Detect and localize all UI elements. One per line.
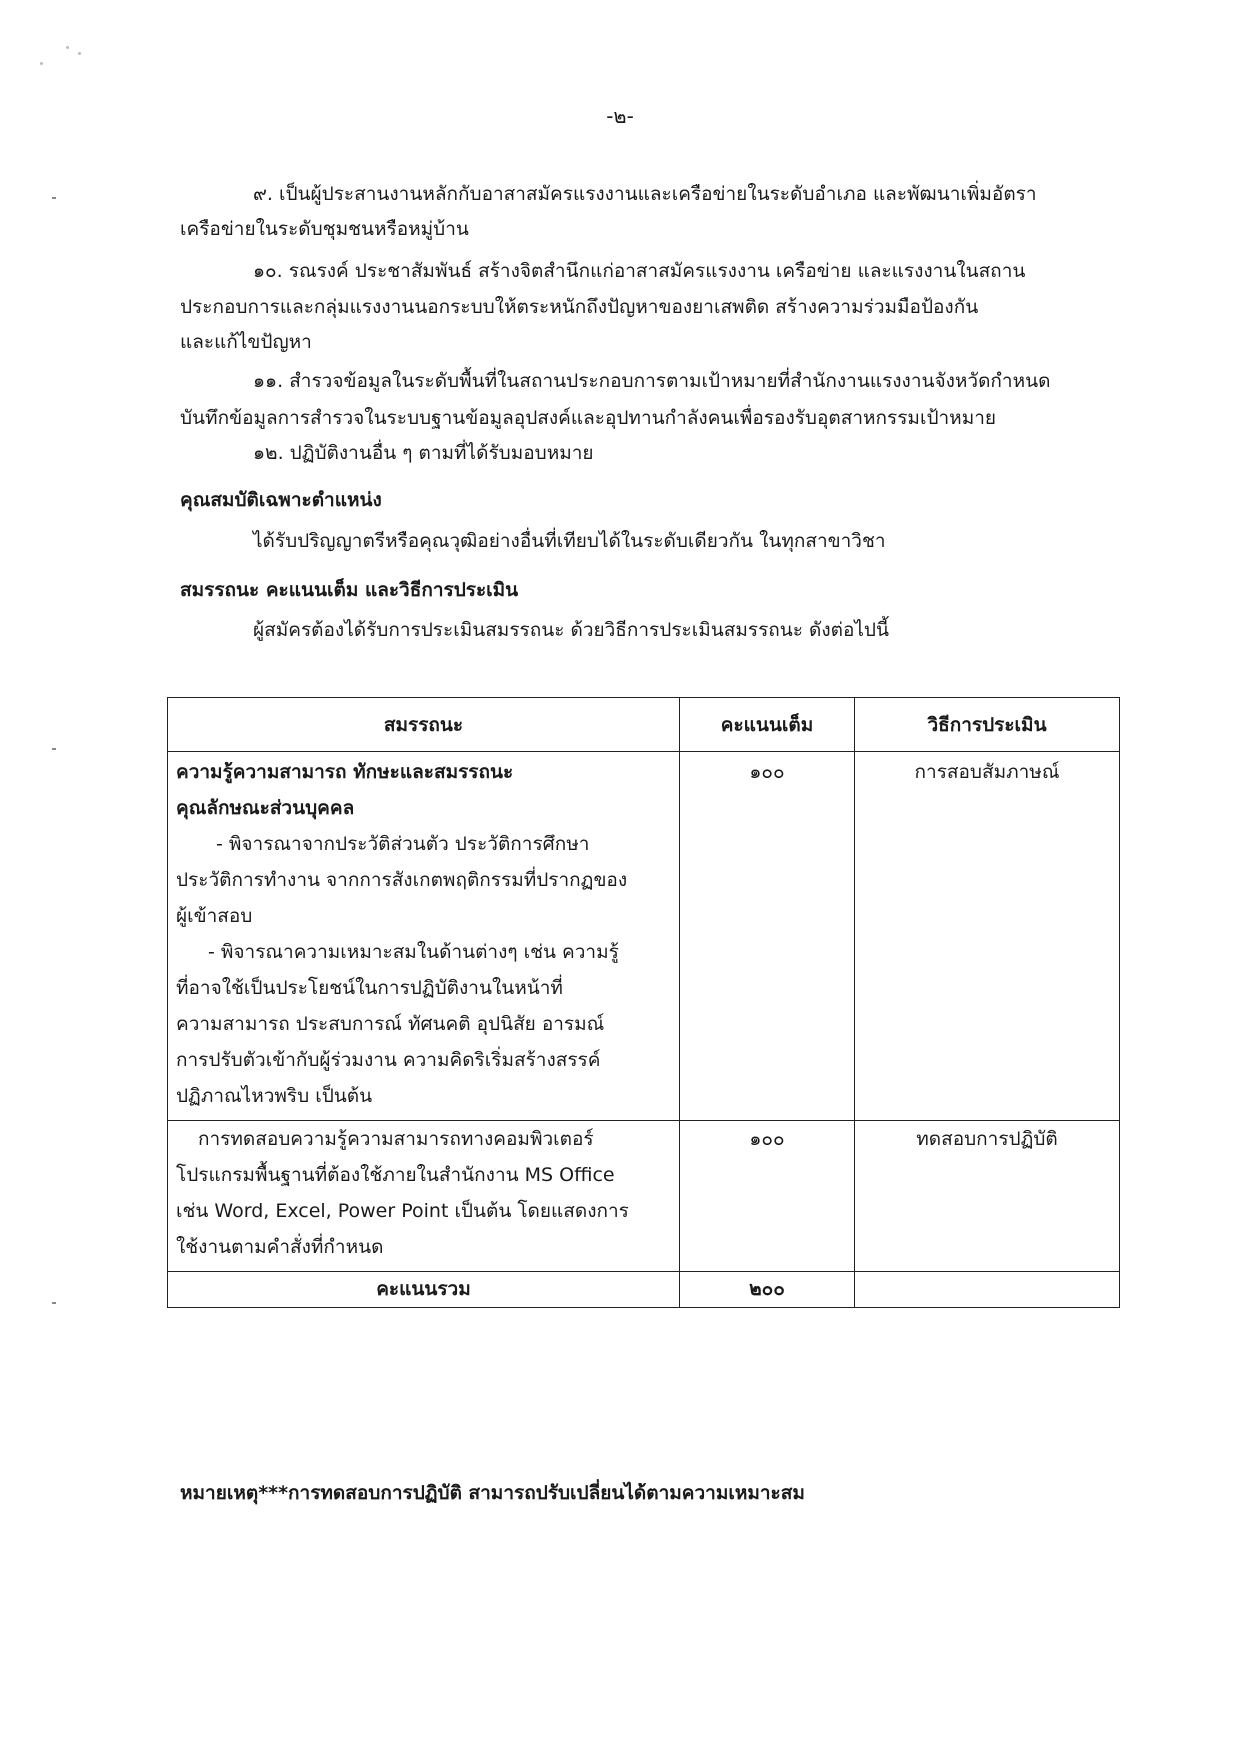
row1-desc1-line-1: - พิจารณาจากประวัติส่วนตัว ประวัติการศึกษา bbox=[216, 833, 590, 855]
total-score-cell bbox=[680, 1272, 855, 1308]
competency-heading: สมรรถนะ คะแนนเต็ม และวิธีการประเมิน bbox=[180, 579, 519, 601]
row1-desc1-line-2: ประวัติการทำงาน จากการสังเกตพฤติกรรมที่ปรากฏของ bbox=[176, 869, 628, 891]
competency-table bbox=[167, 697, 1120, 1308]
row1-desc2-line-4: การปรับตัวเข้ากับผู้ร่วมงาน ความคิดริเริ่มสร้างสรรค์ bbox=[176, 1049, 601, 1071]
qualification-heading: คุณสมบัติเฉพาะตำแหน่ง bbox=[180, 489, 382, 511]
total-label-cell bbox=[168, 1272, 680, 1308]
scan-speck bbox=[78, 52, 81, 55]
header-method: วิธีการประเมิน bbox=[855, 698, 1120, 752]
total-method-cell bbox=[855, 1272, 1120, 1308]
row2-score: ๑๐๐ bbox=[749, 1128, 785, 1150]
item-10-line-3: และแก้ไขปัญหา bbox=[180, 331, 312, 353]
row1-competency-cell bbox=[168, 752, 680, 1121]
row2-line-3: เช่น Word, Excel, Power Point เป็นต้น โดยแสดงการ bbox=[176, 1200, 629, 1222]
table-row bbox=[168, 752, 1120, 1121]
page-number: -๒- bbox=[606, 104, 634, 128]
row1-desc2-line-1: - พิจารณาความเหมาะสมในด้านต่างๆ เช่น ความรู้ bbox=[208, 941, 619, 963]
row1-score-cell bbox=[680, 752, 855, 1121]
row2-line-4: ใช้งานตามคำสั่งที่กำหนด bbox=[176, 1236, 384, 1258]
qualification-text: ได้รับปริญญาตรีหรือคุณวุฒิอย่างอื่นที่เทียบได้ในระดับเดียวกัน ในทุกสาขาวิชา bbox=[253, 530, 886, 552]
margin-mark bbox=[52, 1302, 56, 1304]
row1-title-line-1: ความรู้ความสามารถ ทักษะและสมรรถนะ bbox=[176, 761, 514, 783]
row1-score: ๑๐๐ bbox=[749, 761, 785, 783]
row2-score-cell bbox=[680, 1121, 855, 1272]
margin-mark bbox=[52, 748, 56, 750]
row2-competency-cell bbox=[168, 1121, 680, 1272]
item-9-line-2: เครือข่ายในระดับชุมชนหรือหมู่บ้าน bbox=[180, 218, 469, 240]
margin-mark bbox=[52, 197, 56, 199]
row2-line-1: การทดสอบความรู้ความสามารถทางคอมพิวเตอร์ bbox=[198, 1128, 594, 1150]
row1-desc2-line-2: ที่อาจใช้เป็นประโยชน์ในการปฏิบัติงานในหน้าที่ bbox=[176, 977, 563, 999]
total-score: ๒๐๐ bbox=[749, 1278, 785, 1300]
row2-method: ทดสอบการปฏิบัติ bbox=[916, 1128, 1058, 1150]
item-11-line-1: ๑๑. สำรวจข้อมูลในระดับพื้นที่ในสถานประกอบการตามเป้าหมายที่สำนักงานแรงงานจังหวัดกำหนด bbox=[253, 370, 1051, 392]
scan-speck bbox=[66, 46, 69, 49]
table-total-row bbox=[168, 1272, 1120, 1308]
table-header-row bbox=[168, 698, 1120, 752]
footnote: หมายเหตุ***การทดสอบการปฏิบัติ สามารถปรับเปลี่ยนได้ตามความเหมาะสม bbox=[180, 1482, 805, 1504]
row2-method-cell bbox=[855, 1121, 1120, 1272]
header-full-score: คะแนนเต็ม bbox=[680, 698, 855, 752]
table-row bbox=[168, 1121, 1120, 1272]
item-10-line-2: ประกอบการและกลุ่มแรงงานนอกระบบให้ตระหนักถึงปัญหาของยาเสพติด สร้างความร่วมมือป้องกัน bbox=[180, 296, 979, 318]
competency-text: ผู้สมัครต้องได้รับการประเมินสมรรถนะ ด้วยวิธีการประเมินสมรรถนะ ดังต่อไปนี้ bbox=[253, 619, 889, 641]
row1-desc1-line-3: ผู้เข้าสอบ bbox=[176, 905, 253, 927]
item-11-line-2: บันทึกข้อมูลการสำรวจในระบบฐานข้อมูลอุปสงค์และอุปทานกำลังคนเพื่อรองรับอุตสาหกรรมเป้าหมาย bbox=[180, 407, 997, 429]
row1-title-line-2: คุณลักษณะส่วนบุคคล bbox=[176, 797, 355, 819]
item-12-line-1: ๑๒. ปฏิบัติงานอื่น ๆ ตามที่ได้รับมอบหมาย bbox=[253, 442, 594, 464]
header-competency: สมรรถนะ bbox=[168, 698, 680, 752]
scan-speck bbox=[40, 62, 43, 65]
item-9-line-1: ๙. เป็นผู้ประสานงานหลักกับอาสาสมัครแรงงานและเครือข่ายในระดับอำเภอ และพัฒนาเพิ่มอัตรา bbox=[253, 183, 1037, 205]
total-label: คะแนนรวม bbox=[376, 1278, 471, 1300]
row1-method: การสอบสัมภาษณ์ bbox=[914, 761, 1060, 783]
row1-desc2-line-3: ความสามารถ ประสบการณ์ ทัศนคติ อุปนิสัย อารมณ์ bbox=[176, 1013, 605, 1035]
row1-desc2-line-5: ปฏิภาณไหวพริบ เป็นต้น bbox=[176, 1085, 373, 1107]
row1-method-cell bbox=[855, 752, 1120, 1121]
item-10-line-1: ๑๐. รณรงค์ ประชาสัมพันธ์ สร้างจิตสำนึกแก่อาสาสมัครแรงงาน เครือข่าย และแรงงานในสถาน bbox=[253, 260, 1026, 282]
row2-line-2: โปรแกรมพื้นฐานที่ต้องใช้ภายในสำนักงาน MS Office bbox=[176, 1164, 615, 1186]
